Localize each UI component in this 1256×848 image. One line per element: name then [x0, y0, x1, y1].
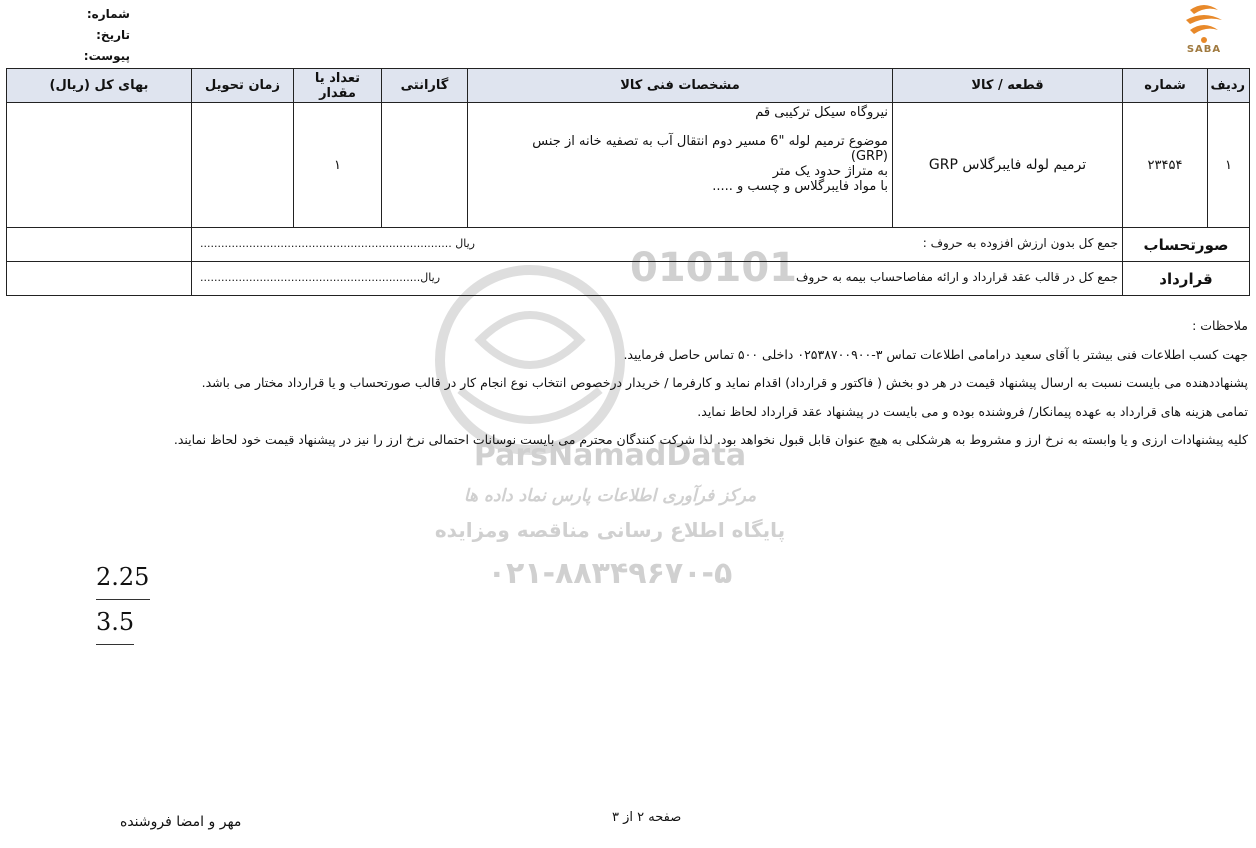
number-bottom [96, 608, 134, 636]
contract-label: قرارداد [1123, 262, 1250, 296]
number-top [96, 563, 149, 591]
invoice-currency-line: ریال ........................................................................ [200, 237, 475, 250]
spec-line: نیروگاه سیکل ترکیبی قم [755, 105, 888, 120]
notes-section [8, 312, 1248, 455]
logo-text: SABA [1186, 44, 1222, 55]
document-header-fields [84, 4, 130, 67]
company-logo [1168, 2, 1240, 64]
spec-line: به متراژ حدود یک متر [772, 164, 888, 179]
invoice-text: جمع کل بدون ارزش افزوده به حروف : [922, 236, 1118, 250]
table-row [7, 103, 1250, 228]
invoice-row [7, 228, 1250, 262]
invoice-sum-cell [192, 228, 1123, 262]
notes-title: ملاحظات : [1192, 318, 1248, 333]
contract-empty-cell [7, 262, 192, 296]
header-spec: مشخصات فنی کالا [468, 69, 893, 103]
invoice-currency: ریال [455, 237, 475, 250]
note-line: جهت کسب اطلاعات فنی بیشتر با آقای سعید درامامی اطلاعات تماس ۳-۰۲۵۳۸۷۰۰۹۰۰ داخلی ۵۰۰ تماس حاصل فرمایید. [623, 346, 1248, 362]
watermark-brand: ParsNamadData [473, 438, 747, 473]
header-number: شماره [1123, 69, 1208, 103]
number-label: شماره: [86, 7, 130, 21]
note-line: تمامی هزینه های قرارداد به عهده پیمانکار/ فروشنده بوده و می بایست در پیشنهاد عقد قرارداد لحاظ نماید. [697, 403, 1248, 419]
header-quantity: تعداد یا مقدار [294, 69, 382, 103]
note-line: پشنهاددهنده می بایست نسبت به ارسال پیشنهاد قیمت در هر دو بخش ( فاکتور و قرارداد) اقدام نماید و کارفرما / خریدار درخصوص انتخاب نوع انجام کار در قالب صورتحساب و یا قرارداد مختار می باشد. [201, 375, 1248, 390]
number-bottom-underline [96, 644, 134, 645]
contract-row [7, 262, 1250, 296]
items-table [6, 68, 1250, 296]
page-number: صفحه ۲ از ۳ [612, 810, 682, 825]
header-delivery: زمان تحویل [192, 69, 294, 103]
seller-signature-label: مهر و امضا فروشنده [120, 814, 242, 830]
header-total-price: بهای کل (ریال) [7, 69, 192, 103]
number-top-value: 2.25 [96, 563, 150, 591]
row-item: ترمیم لوله فایبرگلاس GRP [893, 103, 1123, 228]
watermark-line2: پایگاه اطلاع رسانی مناقصه ومزایده [434, 518, 786, 542]
watermark-phone: ۰۲۱-۸۸۳۴۹۶۷۰-۵ [487, 556, 733, 591]
header-row-index: ردیف [1208, 69, 1250, 103]
row-total-price [7, 103, 192, 228]
spec-line: با مواد فایبرگلاس و چسب و ..... [712, 179, 888, 194]
attachment-label: پیوست: [83, 49, 130, 63]
header-warranty: گارانتی [382, 69, 468, 103]
contract-currency-line: ریال............................................................... [200, 271, 441, 284]
row-spec [468, 103, 893, 228]
number-top-underline [96, 599, 150, 600]
number-bottom-value: 3.5 [96, 608, 135, 636]
contract-currency: ریال [420, 271, 441, 284]
note-line: کلیه پیشنهادات ارزی و یا وابسته به نرخ ارز و مشروط به هرشکلی به هیچ عنوان قابل قبول نخواهد بود. لذا شرکت کنندگان محترم می بایست نوسانات احتمالی نرخ ارز را نیز در پیشنهاد قیمت خود لحاظ نمایند. [173, 432, 1248, 447]
spec-line: موضوع ترمیم لوله "6 مسیر دوم انتقال آب به تصفیه خانه از جنس [532, 134, 888, 149]
date-label: تاریخ: [96, 28, 130, 42]
watermark-digits: 010101 [630, 245, 797, 291]
contract-sum-cell [192, 262, 1123, 296]
watermark-line1: مرکز فرآوری اطلاعات پارس نماد داده ها [463, 486, 757, 506]
spec-line: (GRP) [850, 149, 888, 164]
contract-text: جمع کل در قالب عقد قرارداد و ارائه مفاصاحساب بیمه به حروف [796, 270, 1118, 284]
row-index: ۱ [1208, 103, 1250, 228]
row-quantity: ۱ [294, 103, 382, 228]
invoice-label: صورتحساب [1123, 228, 1250, 262]
row-delivery [192, 103, 294, 228]
row-warranty [382, 103, 468, 228]
header-item: قطعه / کالا [893, 69, 1123, 103]
row-number: ۲۳۴۵۴ [1123, 103, 1208, 228]
table-header-row [7, 69, 1250, 103]
invoice-empty-cell [7, 228, 192, 262]
